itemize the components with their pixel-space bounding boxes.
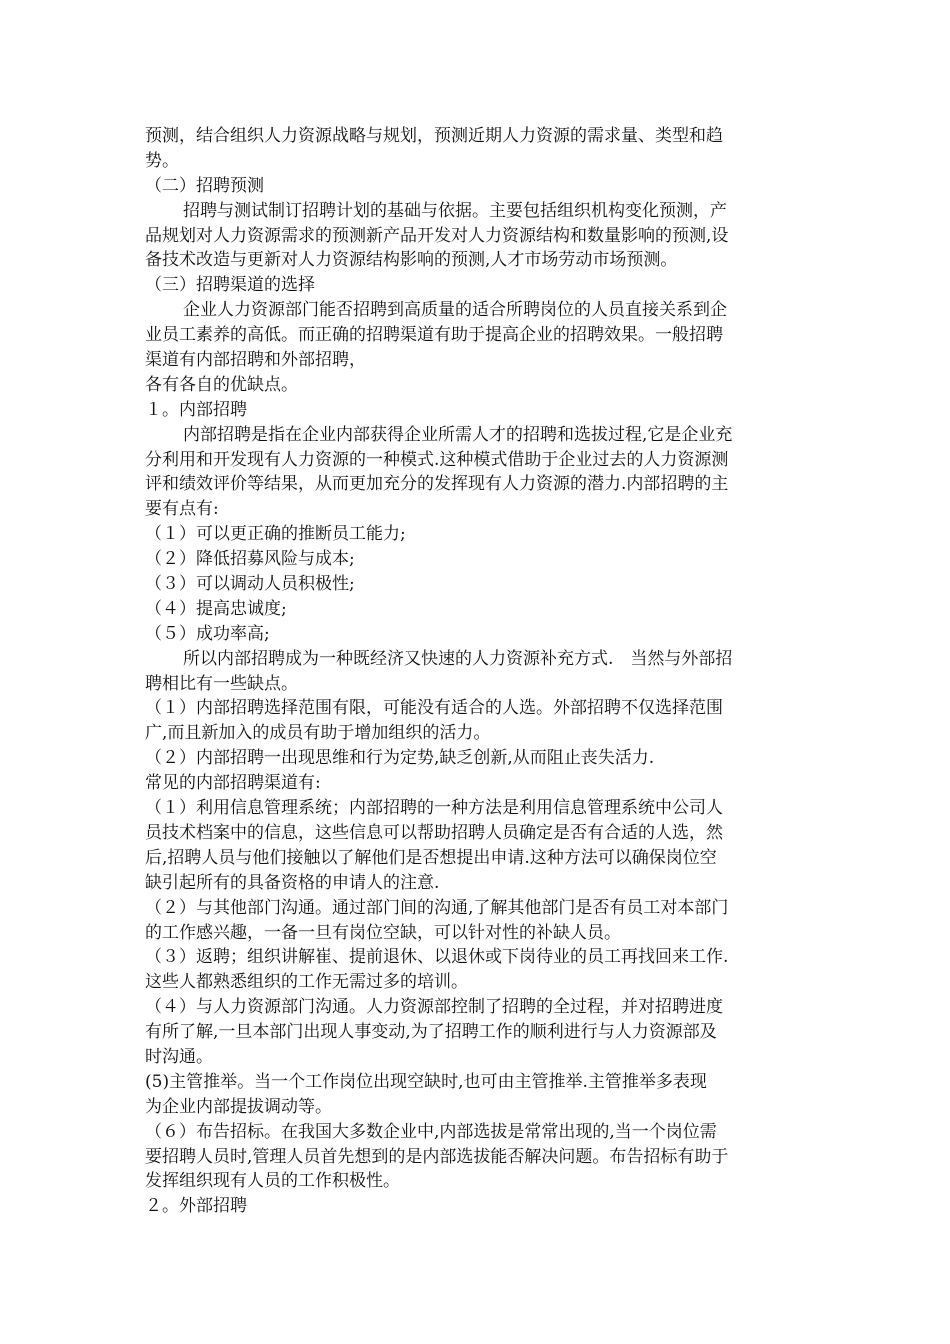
text-line: 业员工素养的高低。而正确的招聘渠道有助于提高企业的招聘效果。一般招聘 (145, 325, 723, 346)
text-line: 各有各自的优缺点。 (145, 374, 298, 395)
text-line: 评和绩效评价等结果，从而更加充分的发挥现有人力资源的潜力.内部招聘的主 (145, 474, 729, 495)
text-line: 分利用和开发现有人力资源的一种模式.这种模式借助于企业过去的人力资源测 (145, 449, 729, 470)
text-line: （三）招聘渠道的选择 (145, 275, 315, 296)
text-line: （１）内部招聘选择范围有限，可能没有适合的人选。外部招聘不仅选择范围 (145, 698, 723, 719)
text-line: （４）提高忠诚度; (145, 598, 287, 619)
text-line: （３）返聘；组织讲解崔、提前退休、以退休或下岗待业的员工再找回来工作. (145, 947, 729, 968)
text-line: １。内部招聘 (145, 399, 247, 420)
text-line: （２）与其他部门沟通。通过部门间的沟通,了解其他部门是否有员工对本部门 (145, 897, 729, 918)
text-line: 招聘与测试制订招聘计划的基础与依据。主要包括组织机构变化预测，产 (183, 200, 727, 221)
text-line: （６）布告招标。在我国大多数企业中,内部选拔是常常出现的,当一个岗位需 (145, 1121, 717, 1142)
text-line: （５）成功率高; (145, 623, 270, 644)
text-line: 这些人都熟悉组织的工作无需过多的培训。 (145, 972, 468, 993)
text-line: 要招聘人员时,管理人员首先想到的是内部选拔能否解决问题。布告招标有助于 (145, 1146, 729, 1167)
text-line: （２）降低招募风险与成本; (145, 549, 355, 570)
text-line: 发挥组织现有人员的工作积极性。 (145, 1171, 400, 1192)
text-line: ２。外部招聘 (145, 1196, 247, 1217)
text-line: 企业人力资源部门能否招聘到高质量的适合所聘岗位的人员直接关系到企 (183, 300, 727, 321)
text-line: 时沟通。 (145, 1046, 213, 1067)
text-line: 势。 (145, 150, 179, 171)
text-line: （２）内部招聘一出现思维和行为定势,缺乏创新,从而阻止丧失活力. (145, 748, 655, 769)
text-line: 常见的内部招聘渠道有: (145, 773, 321, 794)
text-line: 有所了解,一旦本部门出现人事变动,为了招聘工作的顺利进行与人力资源部及 (145, 1022, 717, 1043)
text-line: 备技术改造与更新对人力资源结构影响的预测,人才市场劳动市场预测。 (145, 250, 678, 271)
document-body (145, 124, 810, 1219)
text-line: 聘相比有一些缺点。 (145, 673, 298, 694)
text-line: （３）可以调动人员积极性; (145, 574, 355, 595)
text-line: （１）可以更正确的推断员工能力; (145, 524, 406, 545)
text-line: 后,招聘人员与他们接触以了解他们是否想提出申请.这种方法可以确保岗位空 (145, 847, 717, 868)
text-line: 广,而且新加入的成员有助于增加组织的活力。 (145, 723, 491, 744)
text-line: 内部招聘是指在企业内部获得企业所需人才的招聘和选拔过程,它是企业充 (183, 424, 733, 445)
text-line: 缺引起所有的具备资格的申请人的注意. (145, 872, 440, 893)
text-line: （４）与人力资源部门沟通。人力资源部控制了招聘的全过程，并对招聘进度 (145, 997, 723, 1018)
text-line: 要有点有: (145, 499, 219, 520)
text-line: 为企业内部提拔调动等。 (145, 1096, 332, 1117)
text-line: (5)主管推举。当一个工作岗位出现空缺时,也可由主管推举.主管推举多表现 (145, 1071, 707, 1092)
text-line: 渠道有内部招聘和外部招聘， (145, 350, 366, 371)
text-line: （１）利用信息管理系统；内部招聘的一种方法是利用信息管理系统中公司人 (145, 798, 723, 819)
text-line: （二）招聘预测 (145, 175, 264, 196)
text-line: 的工作感兴趣，一备一旦有岗位空缺，可以针对性的补缺人员。 (145, 922, 621, 943)
text-line: 预测，结合组织人力资源战略与规划，预测近期人力资源的需求量、类型和趋 (145, 126, 723, 146)
text-line: 员技术档案中的信息，这些信息可以帮助招聘人员确定是否有合适的人选，然 (145, 822, 723, 843)
text-line: 所以内部招聘成为一种既经济又快速的人力资源补充方式. 当然与外部招 (183, 648, 733, 669)
text-line: 品规划对人力资源需求的预测新产品开发对人力资源结构和数量影响的预测,设 (145, 225, 729, 246)
